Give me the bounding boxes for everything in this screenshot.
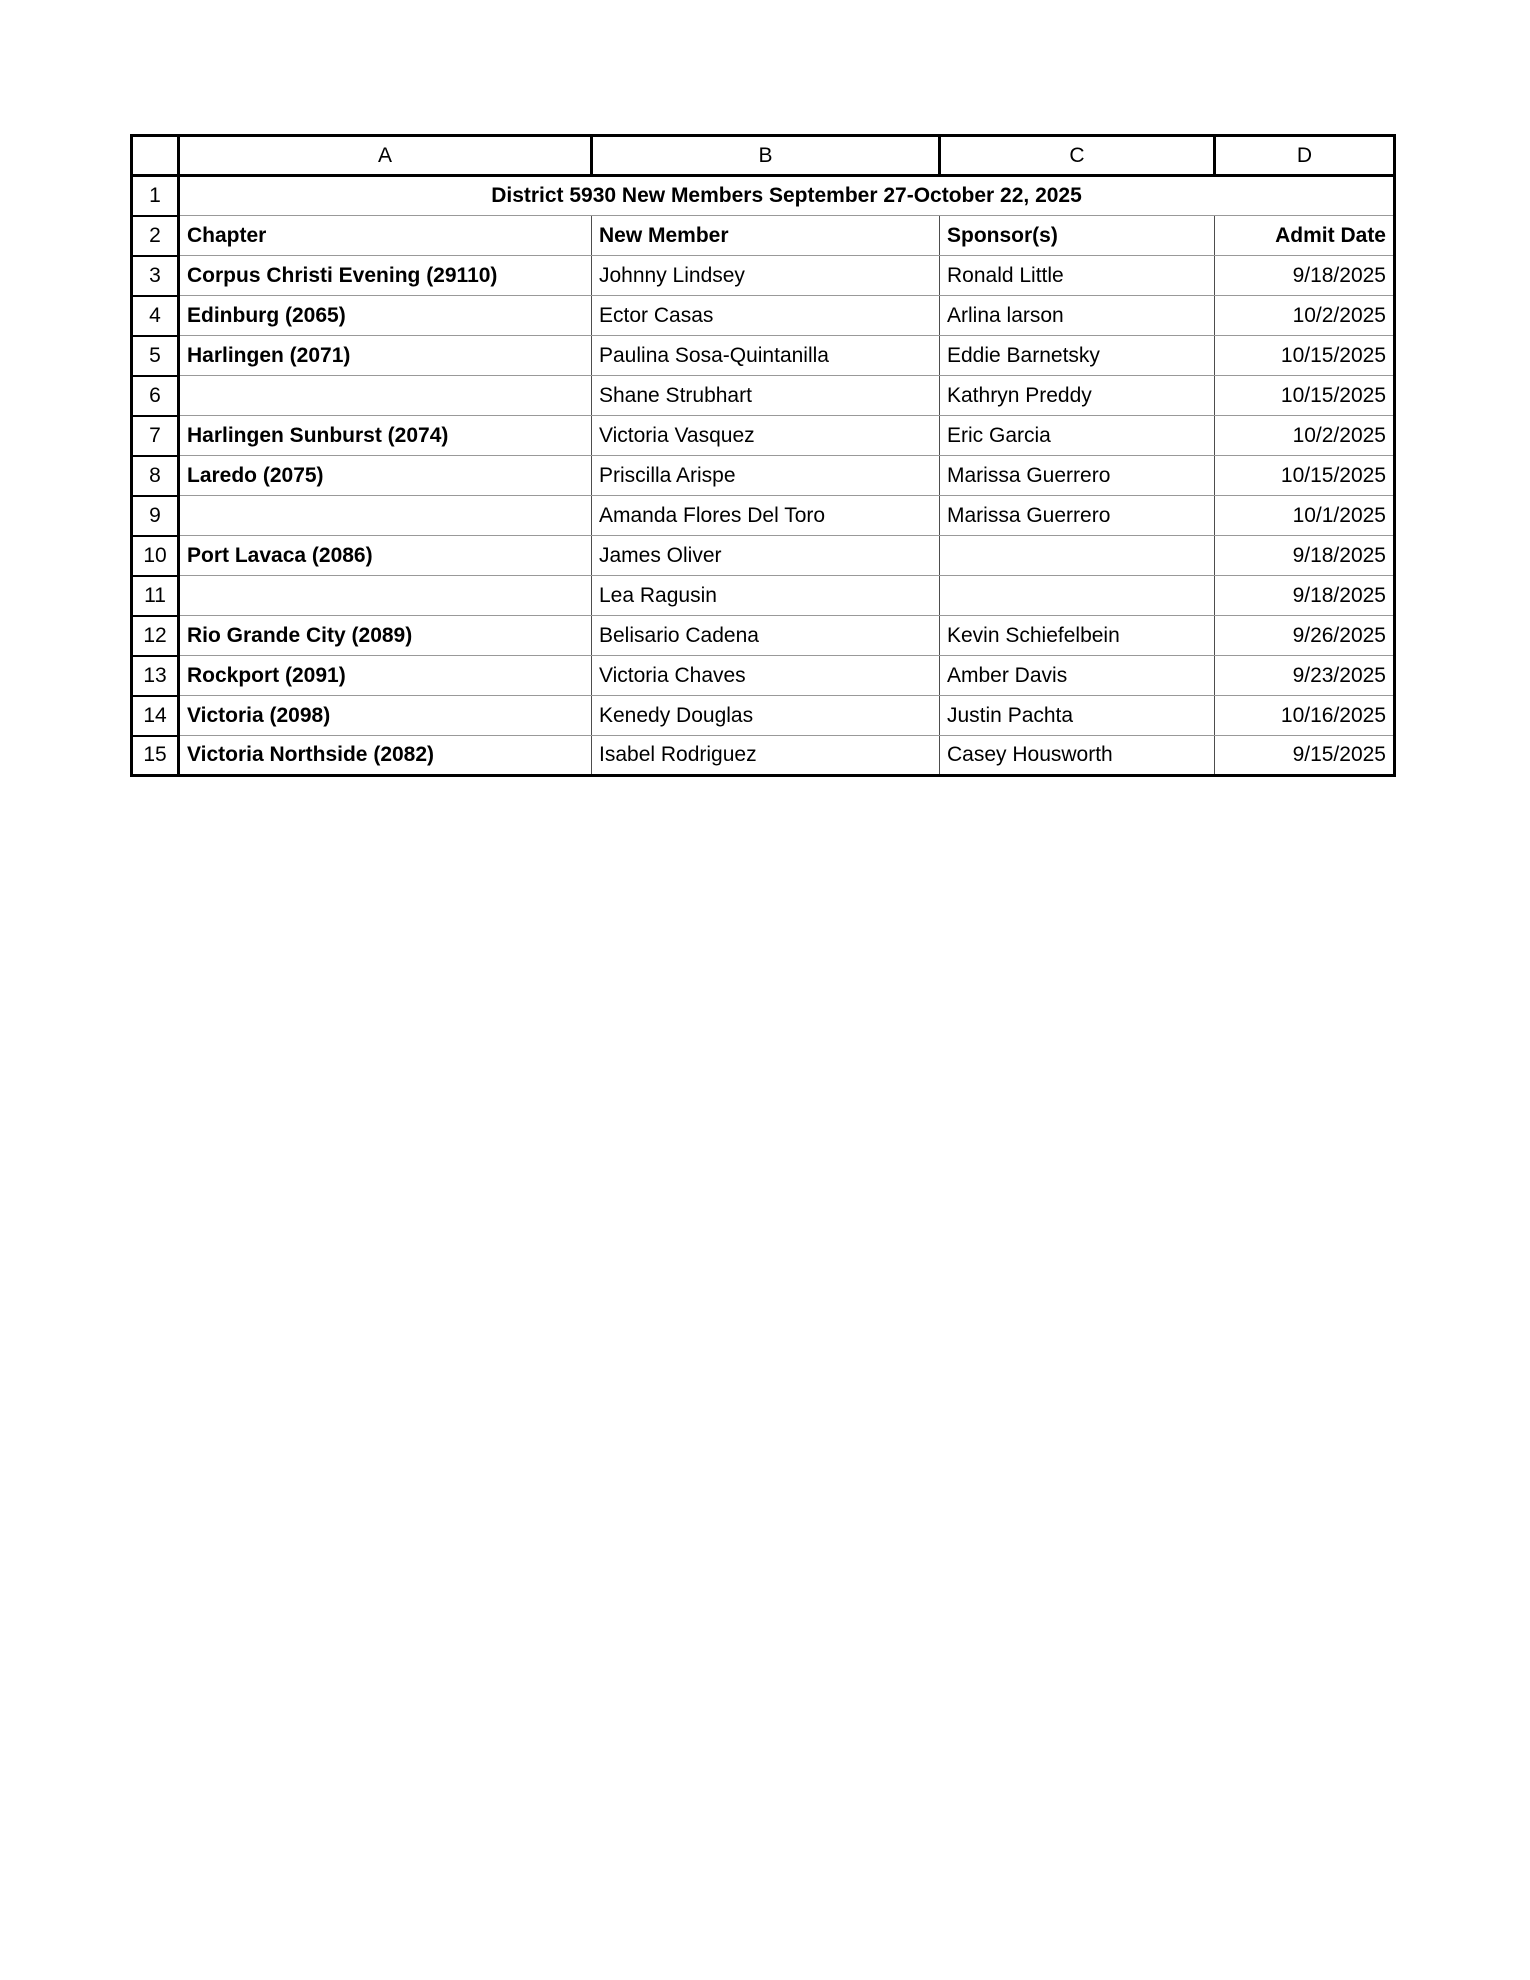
sponsor-cell: Marissa Guerrero [940,456,1215,496]
table-row [132,576,1395,616]
admit-date-cell: 9/15/2025 [1215,736,1395,776]
table-row [132,696,1395,736]
chapter-cell [179,496,592,536]
row-number-cell: 8 [132,456,179,496]
chapter-cell: Harlingen (2071) [179,336,592,376]
table-row [132,496,1395,536]
table-row [132,256,1395,296]
header-new-member: New Member [592,216,940,256]
chapter-cell: Laredo (2075) [179,456,592,496]
new-member-cell: Shane Strubhart [592,376,940,416]
column-header-b: B [592,136,940,176]
chapter-cell: Victoria Northside (2082) [179,736,592,776]
header-chapter: Chapter [179,216,592,256]
admit-date-cell: 10/15/2025 [1215,456,1395,496]
sponsor-cell [940,576,1215,616]
new-member-cell: James Oliver [592,536,940,576]
sheet-title: District 5930 New Members September 27-October 22, 2025 [179,176,1395,216]
admit-date-cell: 10/2/2025 [1215,416,1395,456]
column-header-c: C [940,136,1215,176]
admit-date-cell: 9/18/2025 [1215,256,1395,296]
spreadsheet-table [130,134,1396,777]
chapter-cell: Rio Grande City (2089) [179,616,592,656]
row-number-cell: 6 [132,376,179,416]
table-row [132,376,1395,416]
row-number-cell: 11 [132,576,179,616]
sponsor-cell: Kathryn Preddy [940,376,1215,416]
title-row [132,176,1395,216]
row-number-cell: 7 [132,416,179,456]
new-member-cell: Priscilla Arispe [592,456,940,496]
admit-date-cell: 9/23/2025 [1215,656,1395,696]
chapter-cell: Harlingen Sunburst (2074) [179,416,592,456]
new-member-cell: Isabel Rodriguez [592,736,940,776]
chapter-cell [179,376,592,416]
admit-date-cell: 10/16/2025 [1215,696,1395,736]
sponsor-cell [940,536,1215,576]
sponsor-cell: Casey Housworth [940,736,1215,776]
corner-cell [132,136,179,176]
column-letters-row [132,136,1395,176]
admit-date-cell: 10/15/2025 [1215,376,1395,416]
sponsor-cell: Kevin Schiefelbein [940,616,1215,656]
table-row [132,616,1395,656]
row-number-cell: 15 [132,736,179,776]
sponsor-cell: Ronald Little [940,256,1215,296]
new-member-cell: Victoria Chaves [592,656,940,696]
table-row [132,456,1395,496]
admit-date-cell: 10/2/2025 [1215,296,1395,336]
row-number-cell: 9 [132,496,179,536]
row-number-cell: 12 [132,616,179,656]
admit-date-cell: 10/15/2025 [1215,336,1395,376]
row-number-cell: 2 [132,216,179,256]
row-number-cell: 4 [132,296,179,336]
new-member-cell: Belisario Cadena [592,616,940,656]
chapter-cell [179,576,592,616]
chapter-cell: Port Lavaca (2086) [179,536,592,576]
sponsor-cell: Eric Garcia [940,416,1215,456]
row-number-cell: 14 [132,696,179,736]
table-row [132,416,1395,456]
header-row [132,216,1395,256]
new-member-cell: Victoria Vasquez [592,416,940,456]
sponsor-cell: Eddie Barnetsky [940,336,1215,376]
row-number-cell: 10 [132,536,179,576]
row-number-cell: 3 [132,256,179,296]
new-member-cell: Kenedy Douglas [592,696,940,736]
new-member-cell: Johnny Lindsey [592,256,940,296]
table-row [132,296,1395,336]
table-row [132,736,1395,776]
new-member-cell: Lea Ragusin [592,576,940,616]
header-admit-date: Admit Date [1215,216,1395,256]
admit-date-cell: 9/18/2025 [1215,536,1395,576]
new-member-cell: Amanda Flores Del Toro [592,496,940,536]
table-row [132,656,1395,696]
table-row [132,536,1395,576]
admit-date-cell: 9/26/2025 [1215,616,1395,656]
row-number-cell: 13 [132,656,179,696]
chapter-cell: Edinburg (2065) [179,296,592,336]
admit-date-cell: 9/18/2025 [1215,576,1395,616]
sponsor-cell: Marissa Guerrero [940,496,1215,536]
sponsor-cell: Justin Pachta [940,696,1215,736]
column-header-d: D [1215,136,1395,176]
sponsor-cell: Amber Davis [940,656,1215,696]
chapter-cell: Victoria (2098) [179,696,592,736]
column-header-a: A [179,136,592,176]
chapter-cell: Rockport (2091) [179,656,592,696]
row-number-cell: 5 [132,336,179,376]
row-number-cell: 1 [132,176,179,216]
header-sponsors: Sponsor(s) [940,216,1215,256]
sponsor-cell: Arlina larson [940,296,1215,336]
chapter-cell: Corpus Christi Evening (29110) [179,256,592,296]
table-row [132,336,1395,376]
admit-date-cell: 10/1/2025 [1215,496,1395,536]
new-member-cell: Paulina Sosa-Quintanilla [592,336,940,376]
new-member-cell: Ector Casas [592,296,940,336]
